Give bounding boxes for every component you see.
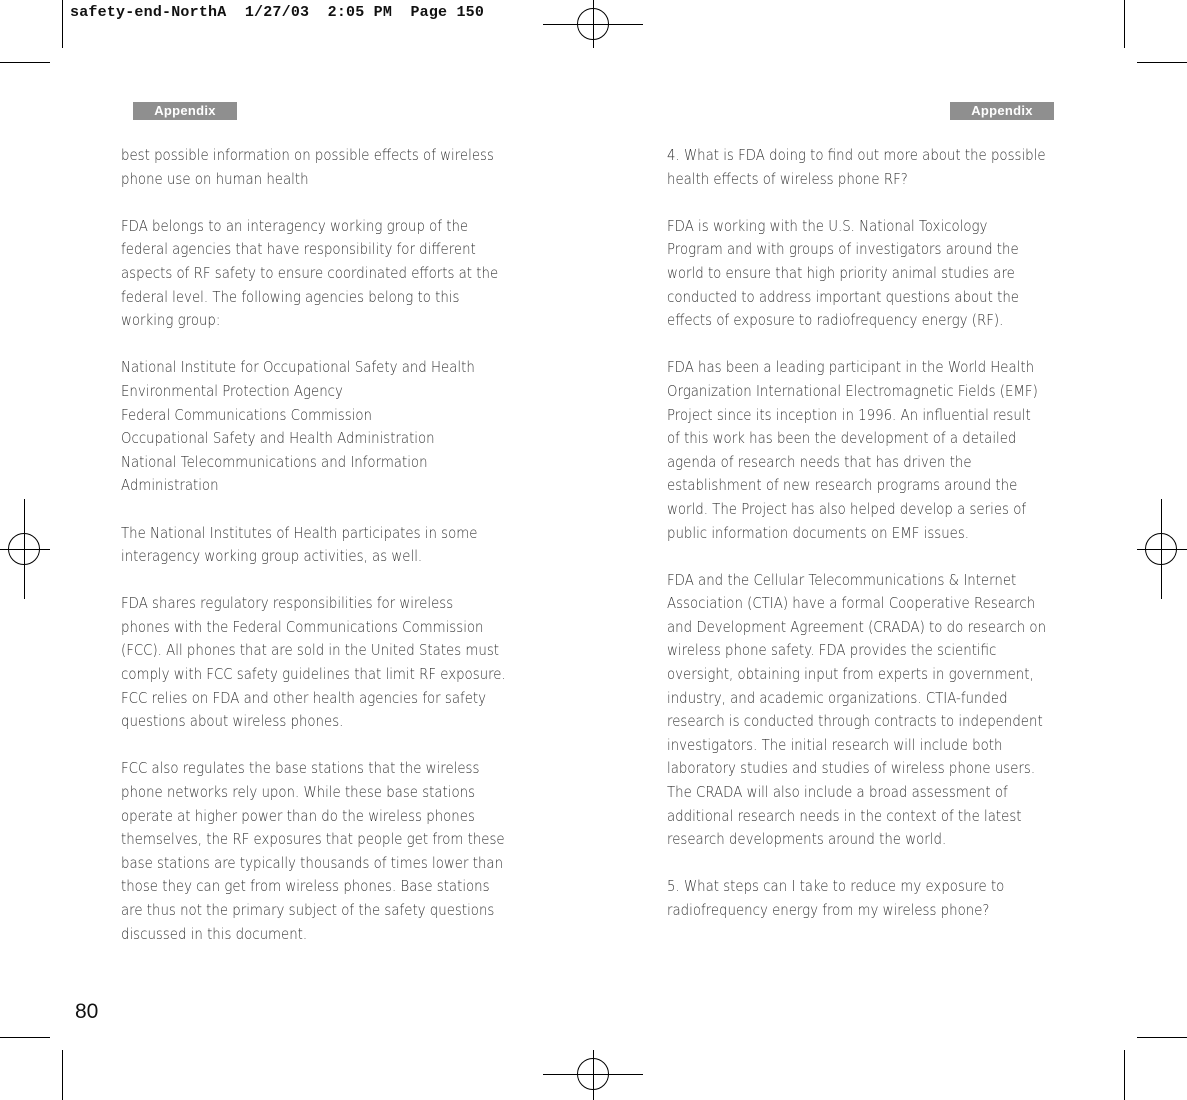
text-line: Occupational Safety and Health Administration bbox=[121, 429, 435, 448]
text-line: additional research needs in the context of the latest bbox=[667, 806, 1022, 825]
crop-mark bbox=[1137, 1037, 1187, 1038]
text-line: health effects of wireless phone RF? bbox=[667, 169, 908, 188]
paragraph bbox=[121, 144, 506, 191]
text-line: phones with the Federal Communications Commission bbox=[121, 617, 484, 636]
text-line: National Telecommunications and Information bbox=[121, 452, 428, 471]
paragraph bbox=[667, 144, 1046, 191]
text-line: of this work has been the development of a detailed bbox=[667, 429, 1017, 448]
text-line: radiofrequency energy from my wireless phone? bbox=[667, 901, 990, 919]
crop-mark bbox=[62, 1050, 63, 1100]
text-line: base stations are typically thousands of times lower than bbox=[121, 853, 504, 872]
text-line: effects of exposure to radiofrequency energy (RF). bbox=[667, 311, 1004, 330]
appendix-tab-right: Appendix bbox=[950, 102, 1054, 120]
crop-mark bbox=[1137, 62, 1187, 63]
registration-circle-icon bbox=[577, 1058, 609, 1090]
text-line: Organization International Electromagnetic Fields (EMF) bbox=[667, 381, 1038, 400]
text-line: phone networks rely upon. While these base stations bbox=[121, 783, 476, 802]
text-line: FDA belongs to an interagency working group of the bbox=[121, 216, 469, 235]
text-line: aspects of RF safety to ensure coordinated efforts at the bbox=[121, 263, 499, 282]
text-line: conducted to address important questions about the bbox=[667, 287, 1019, 306]
text-line: world to ensure that high priority animal studies are bbox=[667, 263, 1015, 282]
left-text-column bbox=[121, 144, 506, 970]
appendix-tab-left: Appendix bbox=[133, 102, 237, 120]
paragraph bbox=[667, 356, 1046, 545]
crop-mark bbox=[62, 0, 63, 48]
text-line: wireless phone safety. FDA provides the scientific bbox=[667, 641, 997, 660]
text-line: laboratory studies and studies of wireless phone users. bbox=[667, 759, 1036, 778]
print-slug: safety-end-NorthA 1/27/03 2:05 PM Page 150 bbox=[70, 4, 485, 21]
text-line: operate at higher power than do the wireless phones bbox=[121, 806, 475, 825]
paragraph bbox=[121, 592, 506, 734]
text-line: comply with FCC safety guidelines that limit RF exposure. bbox=[121, 665, 506, 684]
text-line: FDA is working with the U.S. National Toxicology bbox=[667, 216, 988, 235]
text-line: themselves, the RF exposures that people get from these bbox=[121, 830, 505, 849]
text-line: research developments around the world. bbox=[667, 830, 947, 849]
text-line: Project since its inception in 1996. An influential result bbox=[667, 405, 1031, 424]
text-line: FCC also regulates the base stations that the wireless bbox=[121, 759, 480, 778]
registration-circle-icon bbox=[577, 8, 609, 40]
text-line: (FCC). All phones that are sold in the United States must bbox=[121, 641, 500, 660]
text-line: working group: bbox=[121, 311, 221, 330]
text-line: FDA has been a leading participant in the World Health bbox=[667, 358, 1035, 377]
crop-mark bbox=[1124, 1050, 1125, 1100]
text-line: those they can get from wireless phones. Base stations bbox=[121, 877, 490, 896]
text-line: and Development Agreement (CRADA) to do research on bbox=[667, 617, 1047, 636]
text-line: federal agencies that have responsibility for different bbox=[121, 240, 476, 259]
paragraph bbox=[667, 569, 1046, 852]
text-line: FCC relies on FDA and other health agencies for safety bbox=[121, 688, 487, 707]
text-line: 5. What steps can I take to reduce my exposure to bbox=[667, 877, 1005, 896]
registration-circle-icon bbox=[1145, 533, 1177, 565]
text-line: discussed in this document. bbox=[121, 924, 308, 943]
text-line: The CRADA will also include a broad assessment of bbox=[667, 783, 1008, 802]
text-line: Federal Communications Commission bbox=[121, 405, 372, 424]
text-line: federal level. The following agencies belong to this bbox=[121, 287, 460, 306]
text-line: industry, and academic organizations. CTIA-funded bbox=[667, 688, 1008, 707]
text-line: FDA and the Cellular Telecommunications & Internet bbox=[667, 570, 1017, 589]
text-line: National Institute for Occupational Safety and Health bbox=[121, 358, 475, 377]
paragraph bbox=[121, 215, 506, 333]
text-line: The National Institutes of Health participates in some bbox=[121, 523, 478, 542]
text-line: FDA shares regulatory responsibilities for wireless bbox=[121, 594, 454, 613]
crop-mark bbox=[1124, 0, 1125, 48]
text-line: world. The Project has also helped develop a series of bbox=[667, 499, 1027, 518]
text-line: public information documents on EMF issues. bbox=[667, 523, 970, 542]
crop-mark bbox=[0, 62, 50, 63]
text-line: Association (CTIA) have a formal Cooperative Research bbox=[667, 594, 1036, 613]
text-line: Environmental Protection Agency bbox=[121, 381, 343, 400]
paragraph bbox=[121, 757, 506, 946]
paragraph bbox=[667, 875, 1046, 922]
text-line: research is conducted through contracts to independent bbox=[667, 712, 1043, 731]
text-line: Administration bbox=[121, 476, 219, 495]
text-line: investigators. The initial research will include both bbox=[667, 735, 1003, 754]
text-line: establishment of new research programs around the bbox=[667, 476, 1018, 495]
paragraph bbox=[667, 215, 1046, 333]
text-line: oversight, obtaining input from experts in government, bbox=[667, 665, 1034, 684]
crop-mark bbox=[0, 1037, 50, 1038]
paragraph bbox=[121, 356, 506, 498]
text-line: Program and with groups of investigators around the bbox=[667, 240, 1019, 259]
text-line: 4. What is FDA doing to find out more about the possible bbox=[667, 146, 1046, 164]
text-line: questions about wireless phones. bbox=[121, 712, 344, 731]
right-text-column bbox=[667, 144, 1046, 946]
registration-circle-icon bbox=[8, 533, 40, 565]
page-number: 80 bbox=[75, 1000, 99, 1023]
text-line: best possible information on possible effects of wireless bbox=[121, 146, 494, 164]
text-line: interagency working group activities, as well. bbox=[121, 547, 423, 566]
paragraph bbox=[121, 522, 506, 569]
text-line: agenda of research needs that has driven the bbox=[667, 452, 972, 471]
text-line: phone use on human health bbox=[121, 169, 309, 188]
text-line: are thus not the primary subject of the safety questions bbox=[121, 901, 495, 919]
